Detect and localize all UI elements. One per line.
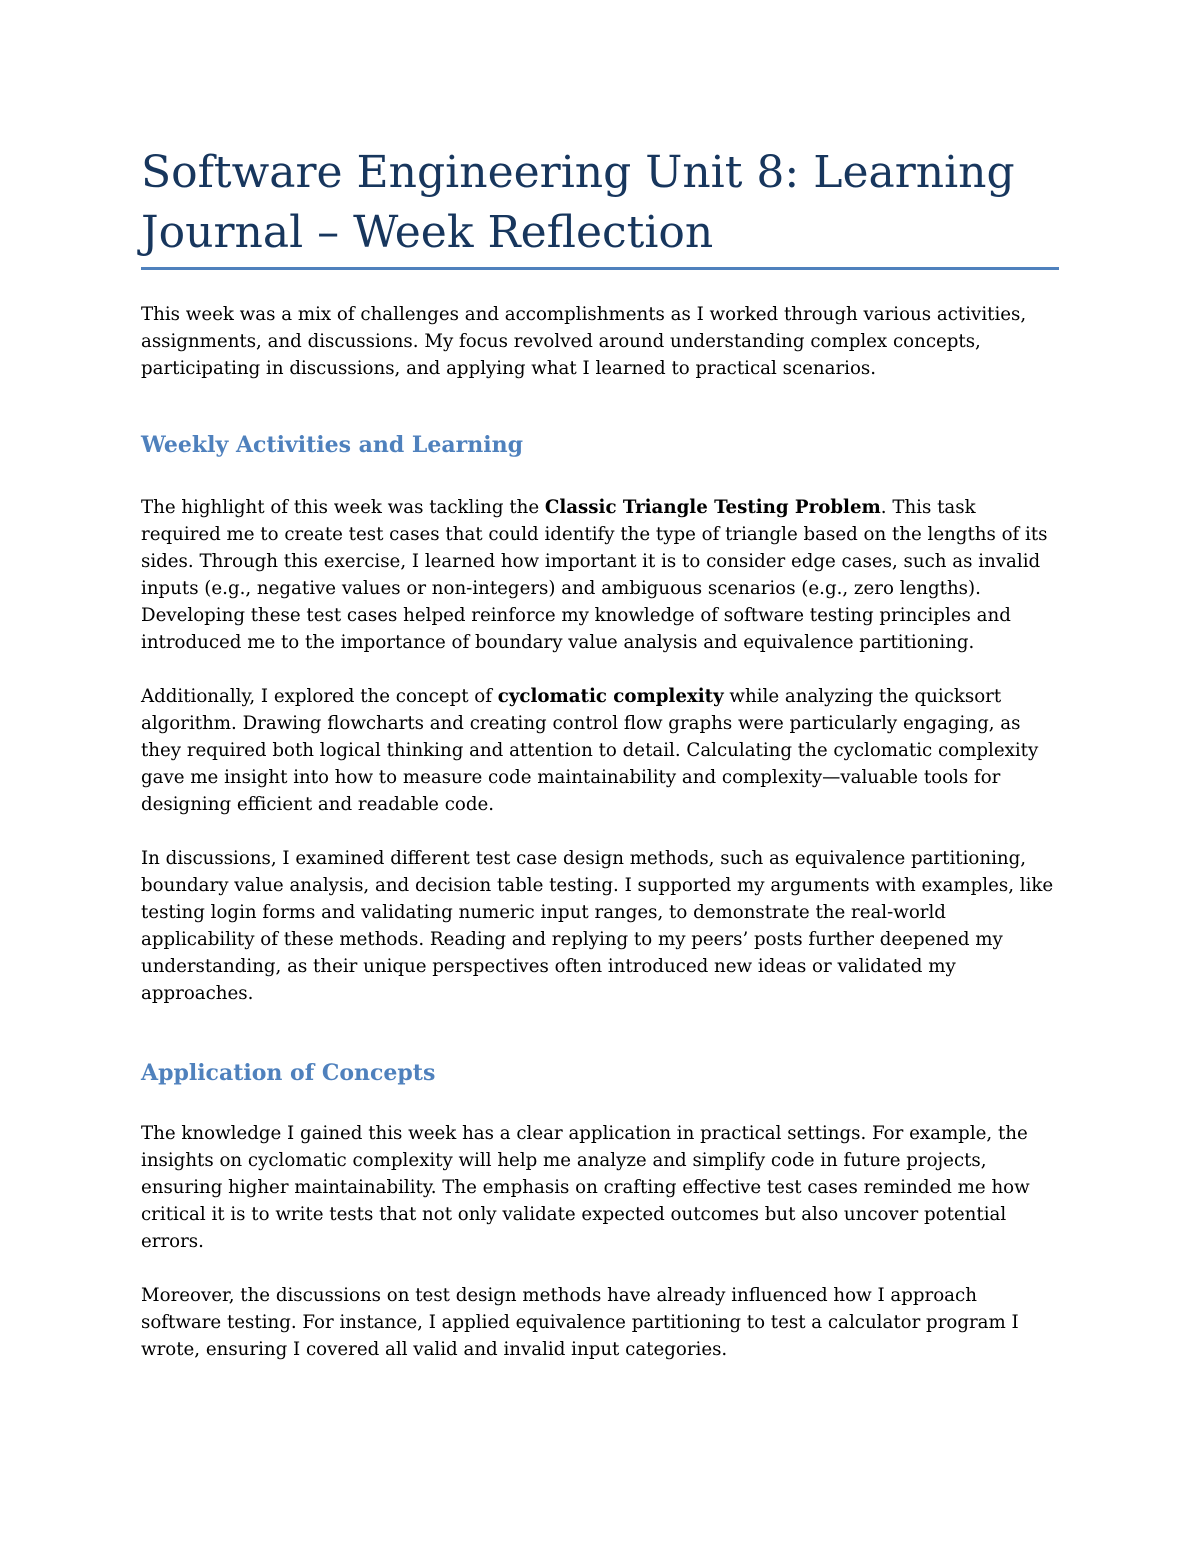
text-run: The highlight of this week was tackling the xyxy=(141,497,545,518)
title-underline-rule xyxy=(141,267,1059,270)
paragraph-discussions: In discussions, I examined different test case design methods, such as equivalence partitioning, boundary value analysis, and decision table testing. I supported my arguments with examples, like testing login forms and validating numeric input ranges, to demonstrate the real-world applicability of these methods. Reading and replying to my peers’ posts further deepened my understanding, as their unique perspectives often introduced new ideas or validated my approaches. xyxy=(141,848,1054,1004)
bold-term-triangle-problem: Classic Triangle Testing Problem xyxy=(544,497,881,518)
text-run: . This task required me to create test cases that could identify the type of triangle based on the lengths of its sides. Through this exercise, I learned how important it is to consider edge cases, such as invalid inputs (e.g., negative values or non-integers) and ambiguous scenarios (e.g., zero lengths). Developing these test cases helped reinforce my knowledge of software testing principles and introduced me to the importance of boundary value analysis and equivalence partitioning. xyxy=(141,497,1048,653)
text-run: while analyzing the quicksort algorithm. Drawing flowcharts and creating control flow graphs were particularly engaging, as they required both logical thinking and attention to detail. Calculating the cyclomatic complexity gave me insight into how to measure code maintainability and complexity—valuable tools for designing efficient and readable code. xyxy=(141,686,1039,815)
paragraph-cyclomatic-complexity xyxy=(141,683,1059,818)
document-title: Software Engineering Unit 8: Learning Journal – Week Reflection xyxy=(141,147,1015,258)
text-run: Additionally, I explored the concept of xyxy=(141,686,498,707)
paragraph-triangle-testing xyxy=(141,494,1059,656)
bold-term-cyclomatic-complexity: cyclomatic complexity xyxy=(497,686,724,707)
paragraph-test-design-influence: Moreover, the discussions on test design methods have already influenced how I approach software testing. For instance, I applied equivalence partitioning to test a calculator program I wrote, ensuring I covered all valid and invalid input categories. xyxy=(141,1285,1019,1360)
paragraph-practical-application: The knowledge I gained this week has a clear application in practical settings. For example, the insights on cyclomatic complexity will help me analyze and simplify code in future projects, ensuring higher maintainability. The emphasis on crafting effective test cases reminded me how critical it is to write tests that not only validate expected outcomes but also uncover potential errors. xyxy=(141,1123,1030,1252)
section-heading-weekly-activities: Weekly Activities and Learning xyxy=(141,432,523,458)
intro-paragraph: This week was a mix of challenges and accomplishments as I worked through various activities, assignments, and discussions. My focus revolved around understanding complex concepts, participating in discussions, and applying what I learned to practical scenarios. xyxy=(141,304,1027,379)
section-heading-application-of-concepts: Application of Concepts xyxy=(141,1060,436,1086)
